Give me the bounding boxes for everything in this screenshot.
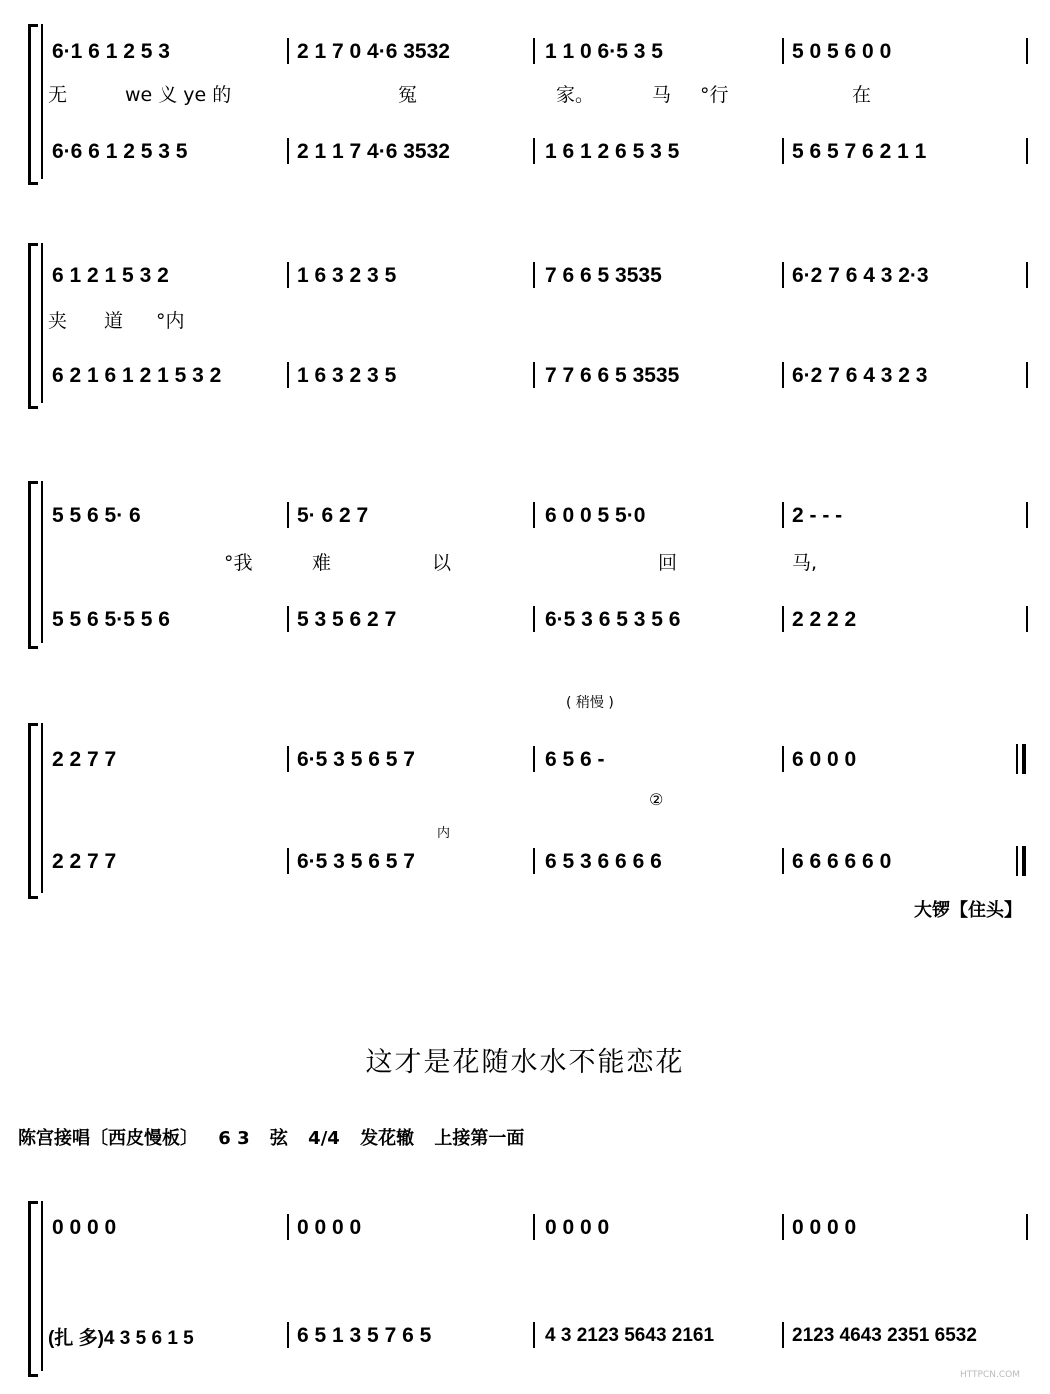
upper-staff bbox=[0, 1210, 1050, 1246]
barline bbox=[1026, 362, 1028, 388]
score-system-2 bbox=[0, 238, 1050, 408]
barline bbox=[533, 38, 535, 64]
barline bbox=[533, 362, 535, 388]
measure: 5 0 5 6 0 0 bbox=[792, 40, 892, 63]
measure: 6 1 2 1 5 3 2 bbox=[52, 264, 169, 287]
measure: 6 5 3 6 6 6 6 bbox=[545, 850, 662, 873]
inner-mark: 内 bbox=[437, 826, 451, 841]
measure: 6 5 6 - bbox=[545, 748, 605, 771]
measure: 5 5 6 5·5 5 6 bbox=[52, 608, 170, 631]
upper-staff bbox=[0, 34, 1050, 70]
barline bbox=[782, 746, 784, 772]
barline bbox=[1026, 1214, 1028, 1240]
measure: 1 6 3 2 3 5 bbox=[297, 364, 397, 387]
barline bbox=[1026, 502, 1028, 528]
final-barline-thin bbox=[1016, 846, 1018, 876]
lyric: 无 bbox=[48, 84, 68, 106]
lyrics-line bbox=[0, 548, 1050, 578]
measure: 2123 4643 2351 6532 bbox=[792, 1325, 977, 1346]
measure: 2 1 1 7 4·6 3532 bbox=[297, 140, 450, 163]
barline bbox=[782, 1214, 784, 1240]
lyric: we 义 ye 的 bbox=[125, 84, 232, 106]
measure: 1 6 3 2 3 5 bbox=[297, 264, 397, 287]
score-header bbox=[18, 1124, 538, 1150]
final-barline-thin bbox=[1016, 744, 1018, 774]
barline bbox=[287, 1214, 289, 1240]
measure: 5 5 6 5· 6 bbox=[52, 504, 141, 527]
upper-staff bbox=[0, 742, 1050, 778]
measure: 6·2 7 6 4 3 2 3 bbox=[792, 364, 928, 387]
measure: 6 0 0 5 5·0 bbox=[545, 504, 646, 527]
barline bbox=[782, 1322, 784, 1348]
measure: 6·2 7 6 4 3 2·3 bbox=[792, 264, 929, 287]
measure: 6·5 3 6 5 3 5 6 bbox=[545, 608, 681, 631]
lyric: 难 bbox=[312, 552, 332, 574]
measure: 0 0 0 0 bbox=[52, 1216, 117, 1239]
barline bbox=[287, 262, 289, 288]
measure: 6·5 3 5 6 5 7 bbox=[297, 850, 415, 873]
barline bbox=[1026, 262, 1028, 288]
barline bbox=[1026, 138, 1028, 164]
barline bbox=[533, 848, 535, 874]
lyric: 回 bbox=[658, 552, 678, 574]
measure: 1 1 0 6·5 3 5 bbox=[545, 40, 663, 63]
score-system-3 bbox=[0, 476, 1050, 646]
upper-staff bbox=[0, 258, 1050, 294]
barline bbox=[782, 138, 784, 164]
barline bbox=[782, 502, 784, 528]
lower-staff bbox=[0, 134, 1050, 170]
measure: 7 6 6 5 3535 bbox=[545, 264, 662, 287]
barline bbox=[287, 848, 289, 874]
measure: 6·1 6 1 2 5 3 bbox=[52, 40, 170, 63]
score-system-4 bbox=[0, 718, 1050, 898]
measure: 6·5 3 5 6 5 7 bbox=[297, 748, 415, 771]
barline bbox=[287, 746, 289, 772]
lyrics-line bbox=[0, 80, 1050, 110]
measure: 0 0 0 0 bbox=[297, 1216, 362, 1239]
lyric: 道 bbox=[104, 310, 124, 332]
measure: 6·6 6 1 2 5 3 5 bbox=[52, 140, 188, 163]
lyric: °内 bbox=[156, 310, 185, 332]
lower-staff bbox=[0, 844, 1050, 880]
barline bbox=[287, 138, 289, 164]
lyric: °行 bbox=[700, 84, 729, 106]
singer-label: 陈宫接唱〔西皮慢板〕 bbox=[18, 1128, 198, 1149]
barline bbox=[533, 1214, 535, 1240]
barline bbox=[533, 606, 535, 632]
song-title: 这才是花随水水不能恋花 bbox=[365, 1047, 685, 1078]
barline bbox=[782, 262, 784, 288]
barline bbox=[287, 606, 289, 632]
upper-staff bbox=[0, 498, 1050, 534]
measure: 5· 6 2 7 bbox=[297, 504, 369, 527]
lyric: 以 bbox=[432, 552, 452, 574]
lyric: 马, bbox=[792, 552, 818, 574]
barline bbox=[287, 502, 289, 528]
measure: 2 2 7 7 bbox=[52, 850, 117, 873]
barline bbox=[287, 38, 289, 64]
barline bbox=[287, 362, 289, 388]
measure: 2 2 7 7 bbox=[52, 748, 117, 771]
tempo-note: ( 稍慢 ) bbox=[566, 695, 614, 711]
barline bbox=[1026, 38, 1028, 64]
measure: 4 3 2123 5643 2161 bbox=[545, 1325, 715, 1346]
barline bbox=[782, 848, 784, 874]
cue-label: 发花辙 bbox=[360, 1128, 415, 1149]
lyric: 家。 bbox=[556, 84, 595, 106]
measure: 0 0 0 0 bbox=[792, 1216, 857, 1239]
measure: 6 6 6 6 6 0 bbox=[792, 850, 892, 873]
lyric: 马 bbox=[652, 84, 672, 106]
continuation-note: 上接第一面 bbox=[434, 1128, 525, 1149]
lyric: 冤 bbox=[398, 84, 418, 106]
lyric: °我 bbox=[224, 552, 253, 574]
measure: 2 2 2 2 bbox=[792, 608, 857, 631]
barline bbox=[533, 262, 535, 288]
measure: 7 7 6 6 5 3535 bbox=[545, 364, 680, 387]
final-barline-thick bbox=[1022, 744, 1026, 774]
measure: (扎 多)4 3 5 6 1 5 bbox=[48, 1327, 194, 1349]
measure: 5 6 5 7 6 2 1 1 bbox=[792, 140, 927, 163]
barline bbox=[287, 1322, 289, 1348]
measure: 6 0 0 0 bbox=[792, 748, 857, 771]
lower-staff bbox=[0, 602, 1050, 638]
ending-text: 大锣【住头】 bbox=[914, 900, 1022, 921]
measure: 5 3 5 6 2 7 bbox=[297, 608, 397, 631]
barline bbox=[782, 38, 784, 64]
score-system-1 bbox=[0, 14, 1050, 184]
lyric: 夹 bbox=[48, 310, 68, 332]
lyric: 在 bbox=[852, 84, 872, 106]
measure: 6 5 1 3 5 7 6 5 bbox=[297, 1324, 432, 1347]
measure: 2 1 7 0 4·6 3532 bbox=[297, 40, 450, 63]
barline bbox=[533, 1322, 535, 1348]
measure: 2 - - - bbox=[792, 504, 843, 527]
barline bbox=[533, 138, 535, 164]
lower-staff bbox=[0, 358, 1050, 394]
measure: 6 2 1 6 1 2 1 5 3 2 bbox=[52, 364, 222, 387]
barline bbox=[533, 502, 535, 528]
score-system-5 bbox=[0, 1196, 1050, 1376]
meter-label: 4/4 bbox=[308, 1128, 340, 1149]
key-label: 6 3 bbox=[218, 1128, 250, 1149]
watermark: HTTPCN.COM bbox=[959, 1370, 1020, 1380]
lyrics-line bbox=[0, 306, 1050, 336]
lower-staff bbox=[0, 1318, 1050, 1354]
barline bbox=[533, 746, 535, 772]
circled-mark: ② bbox=[649, 790, 664, 809]
measure: 0 0 0 0 bbox=[545, 1216, 610, 1239]
barline bbox=[782, 606, 784, 632]
barline bbox=[782, 362, 784, 388]
barline bbox=[1026, 606, 1028, 632]
final-barline-thick bbox=[1022, 846, 1026, 876]
instrument-label: 弦 bbox=[269, 1128, 288, 1149]
measure: 1 6 1 2 6 5 3 5 bbox=[545, 140, 680, 163]
